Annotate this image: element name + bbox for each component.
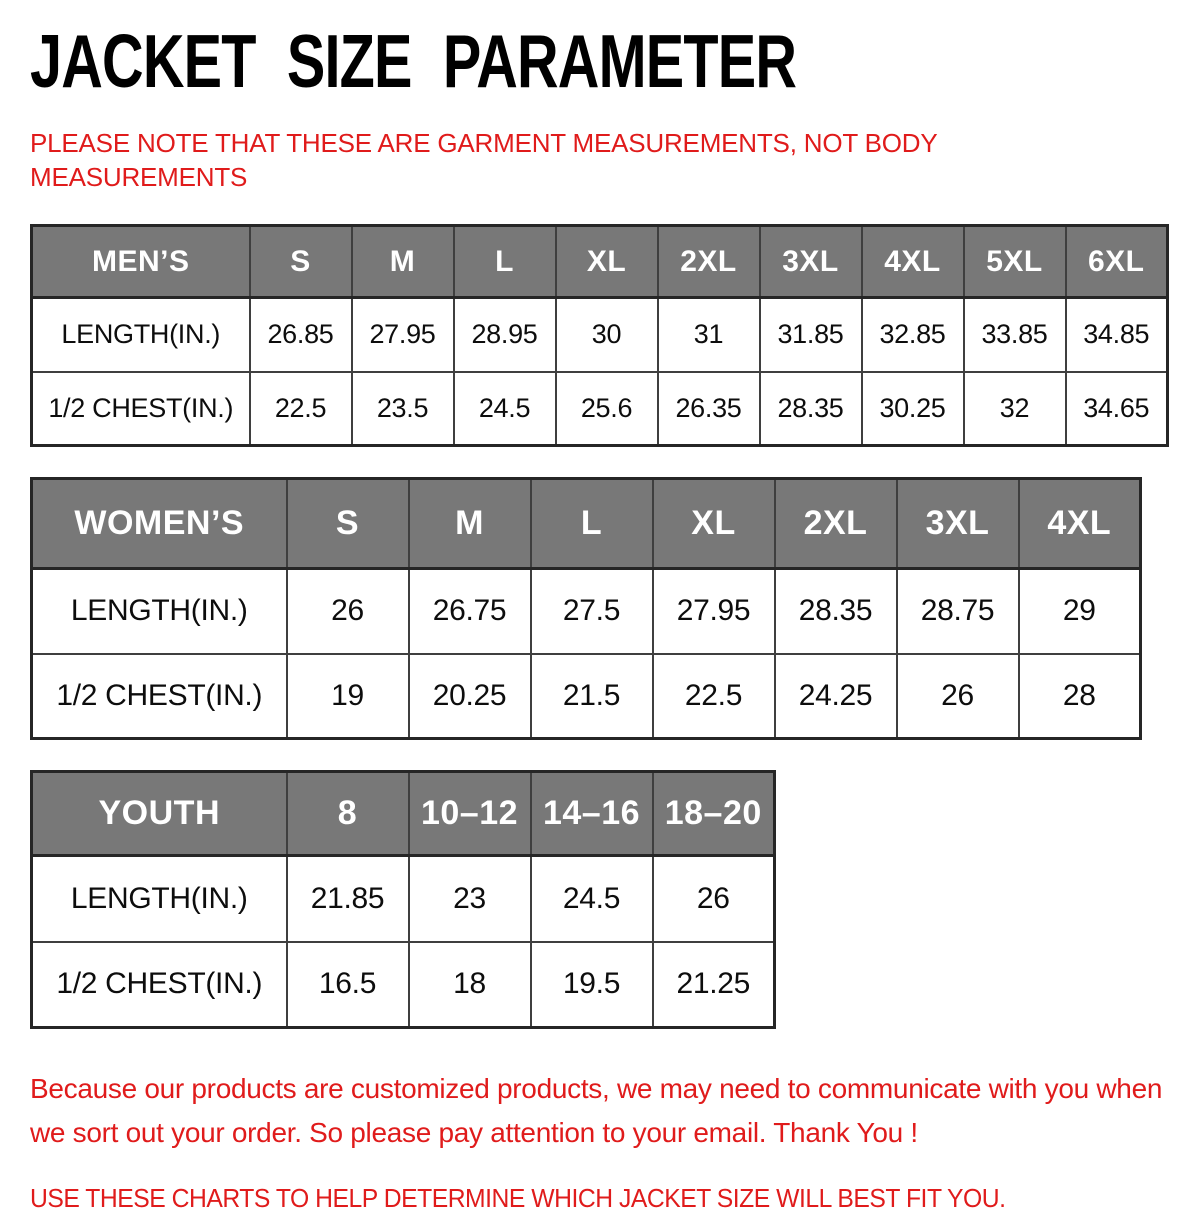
size-header-cell: 10–12	[409, 772, 531, 856]
mens-chest-row	[32, 372, 1168, 446]
size-header-cell: 3XL	[760, 226, 862, 298]
mens-size-table	[30, 224, 1169, 447]
mens-header-row	[32, 226, 1168, 298]
fit-advice-text: USE THESE CHARTS TO HELP DETERMINE WHICH JACKET SIZE WILL BEST FIT YOU.	[30, 1183, 1006, 1213]
value-cell: 26.35	[658, 372, 760, 446]
customization-notice: Because our products are customized products, we may need to communicate with you when we sort out your order. So please pay attention to your email. Thank You !	[30, 1073, 1163, 1148]
value-cell: 26.75	[409, 569, 531, 654]
size-header-cell: 6XL	[1066, 226, 1168, 298]
womens-table-title: WOMEN’S	[32, 479, 287, 569]
value-cell: 32	[964, 372, 1066, 446]
womens-header-row	[32, 479, 1141, 569]
row-label-cell: LENGTH(IN.)	[32, 298, 250, 372]
value-cell: 31.85	[760, 298, 862, 372]
womens-size-table	[30, 477, 1142, 740]
value-cell: 30.25	[862, 372, 964, 446]
value-cell: 16.5	[287, 942, 409, 1028]
value-cell: 33.85	[964, 298, 1066, 372]
value-cell: 27.95	[653, 569, 775, 654]
value-cell: 26	[653, 856, 775, 942]
row-label-cell: 1/2 CHEST(IN.)	[32, 654, 287, 739]
value-cell: 34.85	[1066, 298, 1168, 372]
value-cell: 25.6	[556, 372, 658, 446]
value-cell: 28	[1019, 654, 1141, 739]
size-header-cell: S	[250, 226, 352, 298]
value-cell: 18	[409, 942, 531, 1028]
value-cell: 21.85	[287, 856, 409, 942]
value-cell: 23.5	[352, 372, 454, 446]
value-cell: 26	[897, 654, 1019, 739]
value-cell: 22.5	[653, 654, 775, 739]
value-cell: 20.25	[409, 654, 531, 739]
size-header-cell: 8	[287, 772, 409, 856]
size-header-cell: S	[287, 479, 409, 569]
value-cell: 21.25	[653, 942, 775, 1028]
value-cell: 19.5	[531, 942, 653, 1028]
value-cell: 24.5	[454, 372, 556, 446]
value-cell: 28.35	[760, 372, 862, 446]
womens-chest-row	[32, 654, 1141, 739]
size-header-cell: 5XL	[964, 226, 1066, 298]
value-cell: 31	[658, 298, 760, 372]
youth-length-row	[32, 856, 775, 942]
size-header-cell: M	[409, 479, 531, 569]
size-header-cell: 4XL	[1019, 479, 1141, 569]
size-header-cell: XL	[653, 479, 775, 569]
youth-chest-row	[32, 942, 775, 1028]
value-cell: 26	[287, 569, 409, 654]
size-header-cell: 4XL	[862, 226, 964, 298]
value-cell: 24.25	[775, 654, 897, 739]
youth-header-row	[32, 772, 775, 856]
value-cell: 28.35	[775, 569, 897, 654]
value-cell: 30	[556, 298, 658, 372]
value-cell: 24.5	[531, 856, 653, 942]
value-cell: 21.5	[531, 654, 653, 739]
garment-measurement-note: PLEASE NOTE THAT THESE ARE GARMENT MEASUREMENTS, NOT BODY MEASUREMENTS	[30, 128, 937, 192]
mens-table-title: MEN’S	[32, 226, 250, 298]
page-title: JACKET SIZE PARAMETER	[30, 19, 797, 104]
row-label-cell: 1/2 CHEST(IN.)	[32, 372, 250, 446]
size-header-cell: XL	[556, 226, 658, 298]
value-cell: 26.85	[250, 298, 352, 372]
size-header-cell: 18–20	[653, 772, 775, 856]
value-cell: 28.75	[897, 569, 1019, 654]
size-header-cell: 3XL	[897, 479, 1019, 569]
row-label-cell: LENGTH(IN.)	[32, 569, 287, 654]
size-header-cell: 14–16	[531, 772, 653, 856]
size-header-cell: M	[352, 226, 454, 298]
value-cell: 34.65	[1066, 372, 1168, 446]
size-header-cell: 2XL	[775, 479, 897, 569]
value-cell: 28.95	[454, 298, 556, 372]
value-cell: 19	[287, 654, 409, 739]
size-header-cell: L	[531, 479, 653, 569]
womens-length-row	[32, 569, 1141, 654]
youth-table-title: YOUTH	[32, 772, 287, 856]
value-cell: 27.5	[531, 569, 653, 654]
value-cell: 22.5	[250, 372, 352, 446]
value-cell: 27.95	[352, 298, 454, 372]
size-header-cell: L	[454, 226, 556, 298]
youth-size-table	[30, 770, 776, 1029]
value-cell: 23	[409, 856, 531, 942]
size-header-cell: 2XL	[658, 226, 760, 298]
mens-length-row	[32, 298, 1168, 372]
value-cell: 29	[1019, 569, 1141, 654]
row-label-cell: LENGTH(IN.)	[32, 856, 287, 942]
value-cell: 32.85	[862, 298, 964, 372]
row-label-cell: 1/2 CHEST(IN.)	[32, 942, 287, 1028]
